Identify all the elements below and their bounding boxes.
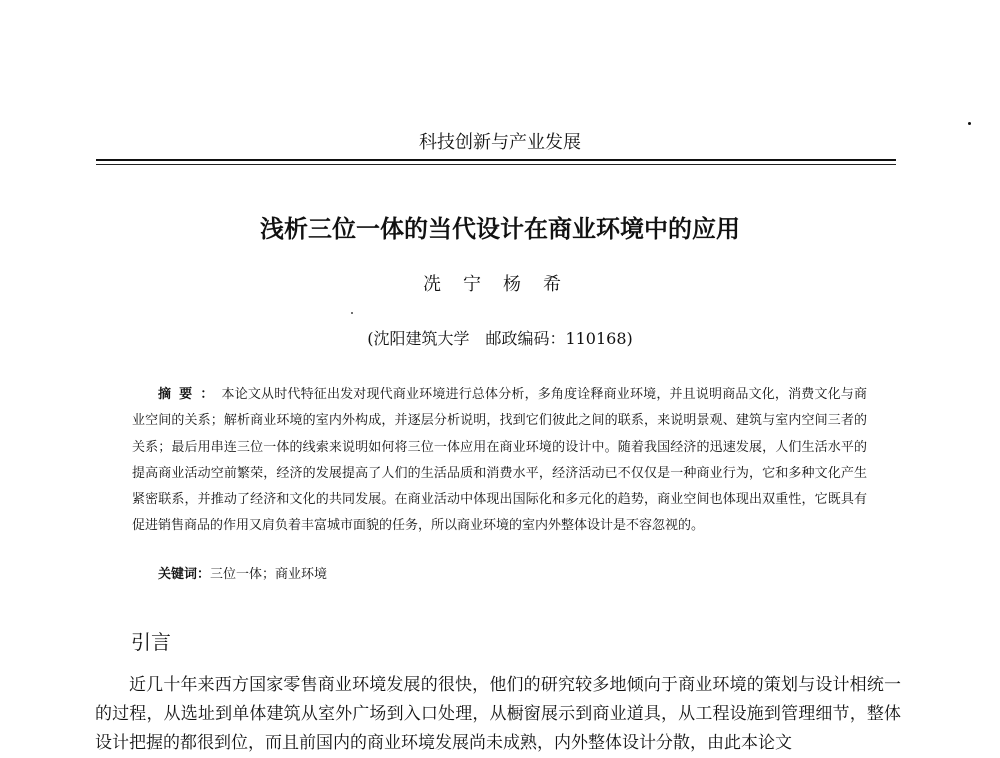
- journal-section-header: 科技创新与产业发展: [419, 132, 581, 153]
- abstract-label: 摘要：: [158, 387, 222, 402]
- keywords: [158, 563, 327, 582]
- header-rule-thin: [96, 164, 896, 165]
- section-heading: 引言: [131, 630, 171, 654]
- scan-speck: [968, 122, 971, 125]
- article-title: 浅析三位一体的当代设计在商业环境中的应用: [260, 215, 740, 243]
- header-rule-thick: [96, 159, 896, 161]
- abstract-text: 本论文从时代特征出发对现代商业环境进行总体分析，多角度诠释商业环境，并且说明商品文化，消费文化与商业空间的关系；解析商业环境的室内外构成，并逐层分析说明，找到它们彼此之间的联系，来说明景观、建筑与室内空间三者的关系；最后用串连三位一体的线索来说明如何将三位一体应用在商业环境的设计中。随着我国经济的迅速发展，人们生活水平的提高商业活动空前繁荣，经济的发展提高了人们的生活品质和消费水平，经济活动已不仅仅是一种商业行为，它和多种文化产生紧密联系，并推动了经济和文化的共同发展。在商业活动中体现出国际化和多元化的趋势，商业空间也体现出双重性，它既具有促进销售商品的作用又肩负着丰富城市面貌的任务，所以商业环境的室内外整体设计是不容忽视的。: [132, 387, 867, 534]
- article-authors: 冼宁杨希: [423, 274, 583, 295]
- keywords-text: 三位一体；商业环境: [210, 567, 328, 582]
- section-body: 近几十年来西方国家零售商业环境发展的很快，他们的研究较多地倾向于商业环境的策划与设计相统一的过程，从选址到单体建筑从室外广场到入口处理，从橱窗展示到商业道具，从工程设施到管理细节，整体设计把握的都很到位，而且前国内的商业环境发展尚未成熟，内外整体设计分散，由此本论文: [95, 675, 901, 753]
- scan-speck: [351, 312, 353, 314]
- article-affiliation: (沈阳建筑大学 邮政编码：110168): [367, 329, 633, 348]
- abstract: [132, 382, 867, 540]
- keywords-label: 关键词：: [158, 567, 211, 582]
